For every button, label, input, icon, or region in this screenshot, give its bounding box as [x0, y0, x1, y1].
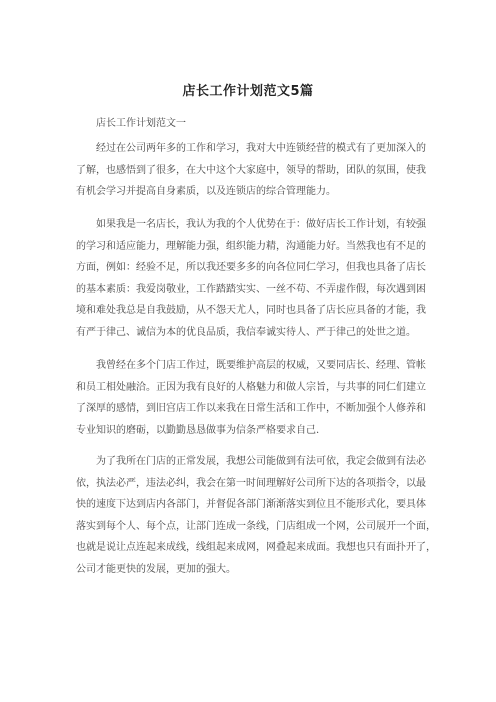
paragraph-line: 方面，例如：经验不足，所以我还要多多的向各位同仁学习，但我也具备了店长 [76, 262, 426, 273]
paragraph-line: 也就是说让点连起来成线，线组起来成网，网叠起来成面。我想也只有面扑开了， [76, 542, 436, 553]
paragraph-line: 我曾经在多个门店工作过，既要维护高层的权威，又要同店长、经理、管帐 [96, 360, 426, 371]
paragraph-line: 了深厚的感情，到旧宫店工作以来我在日常生活和工作中，不断加强个人修养和 [76, 403, 426, 414]
paragraph-3 [76, 355, 426, 441]
paragraph-line: 的基本素质：我爱岗敬业，工作踏踏实实、一丝不苟、不弄虚作假，每次遇到困 [76, 283, 426, 295]
document-subtitle: 店长工作计划范文一 [96, 118, 186, 129]
paragraph-line: 为了我所在门店的正常发展，我想公司能做到有法可依，我定会做到有法必 [96, 456, 426, 467]
paragraph-2 [76, 214, 426, 343]
paragraph-line: 有严于律己、诚信为本的优良品质，我信奉诚实待人、严于律己的处世之道。 [76, 326, 416, 338]
paragraph-4 [76, 451, 436, 580]
paragraph-line: 境和难处我总是自我鼓励，从不怨天尤人，同时也具备了店长应具备的才能，我 [76, 305, 426, 316]
document-title: 店长工作计划范文5篇 [182, 84, 314, 99]
paragraph-line: 和员工相处融洽。正因为我有良好的人格魅力和做人宗旨，与共事的同仁们建立 [76, 381, 426, 393]
paragraph-line: 公司才能更快的发展，更加的强大。 [76, 563, 236, 575]
paragraph-line: 有机会学习并提高自身素质，以及连锁店的综合管理能力。 [76, 186, 336, 197]
paragraph-line: 依，执法必严，违法必纠，我会在第一时间理解好公司所下达的各项指令，以最 [76, 477, 426, 489]
paragraph-line: 经过在公司两年多的工作和学习，我对大中连锁经营的模式有了更加深入的 [96, 143, 426, 154]
paragraph-line: 如果我是一名店长，我认为我的个人优势在于：做好店长工作计划，有较强 [96, 219, 426, 230]
paragraph-line: 专业知识的磨砺，以勤勤恳恳做事为信条严格要求自己. [76, 424, 320, 436]
paragraph-1 [76, 138, 426, 203]
paragraph-line: 的学习和适应能力，理解能力强，组织能力精，沟通能力好。当然我也有不足的 [76, 240, 426, 252]
paragraph-line: 落实到每个人、每个点，让部门连成一条线，门店组成一个网，公司展开一个面， [76, 520, 436, 532]
paragraph-line: 了解，也感悟到了很多，在大中这个大家庭中，领导的帮助，团队的氛围，使我 [76, 164, 426, 176]
paragraph-line: 快的速度下达到店内各部门，并督促各部门渐渐落实到位且不能形式化，要具体 [76, 499, 426, 510]
